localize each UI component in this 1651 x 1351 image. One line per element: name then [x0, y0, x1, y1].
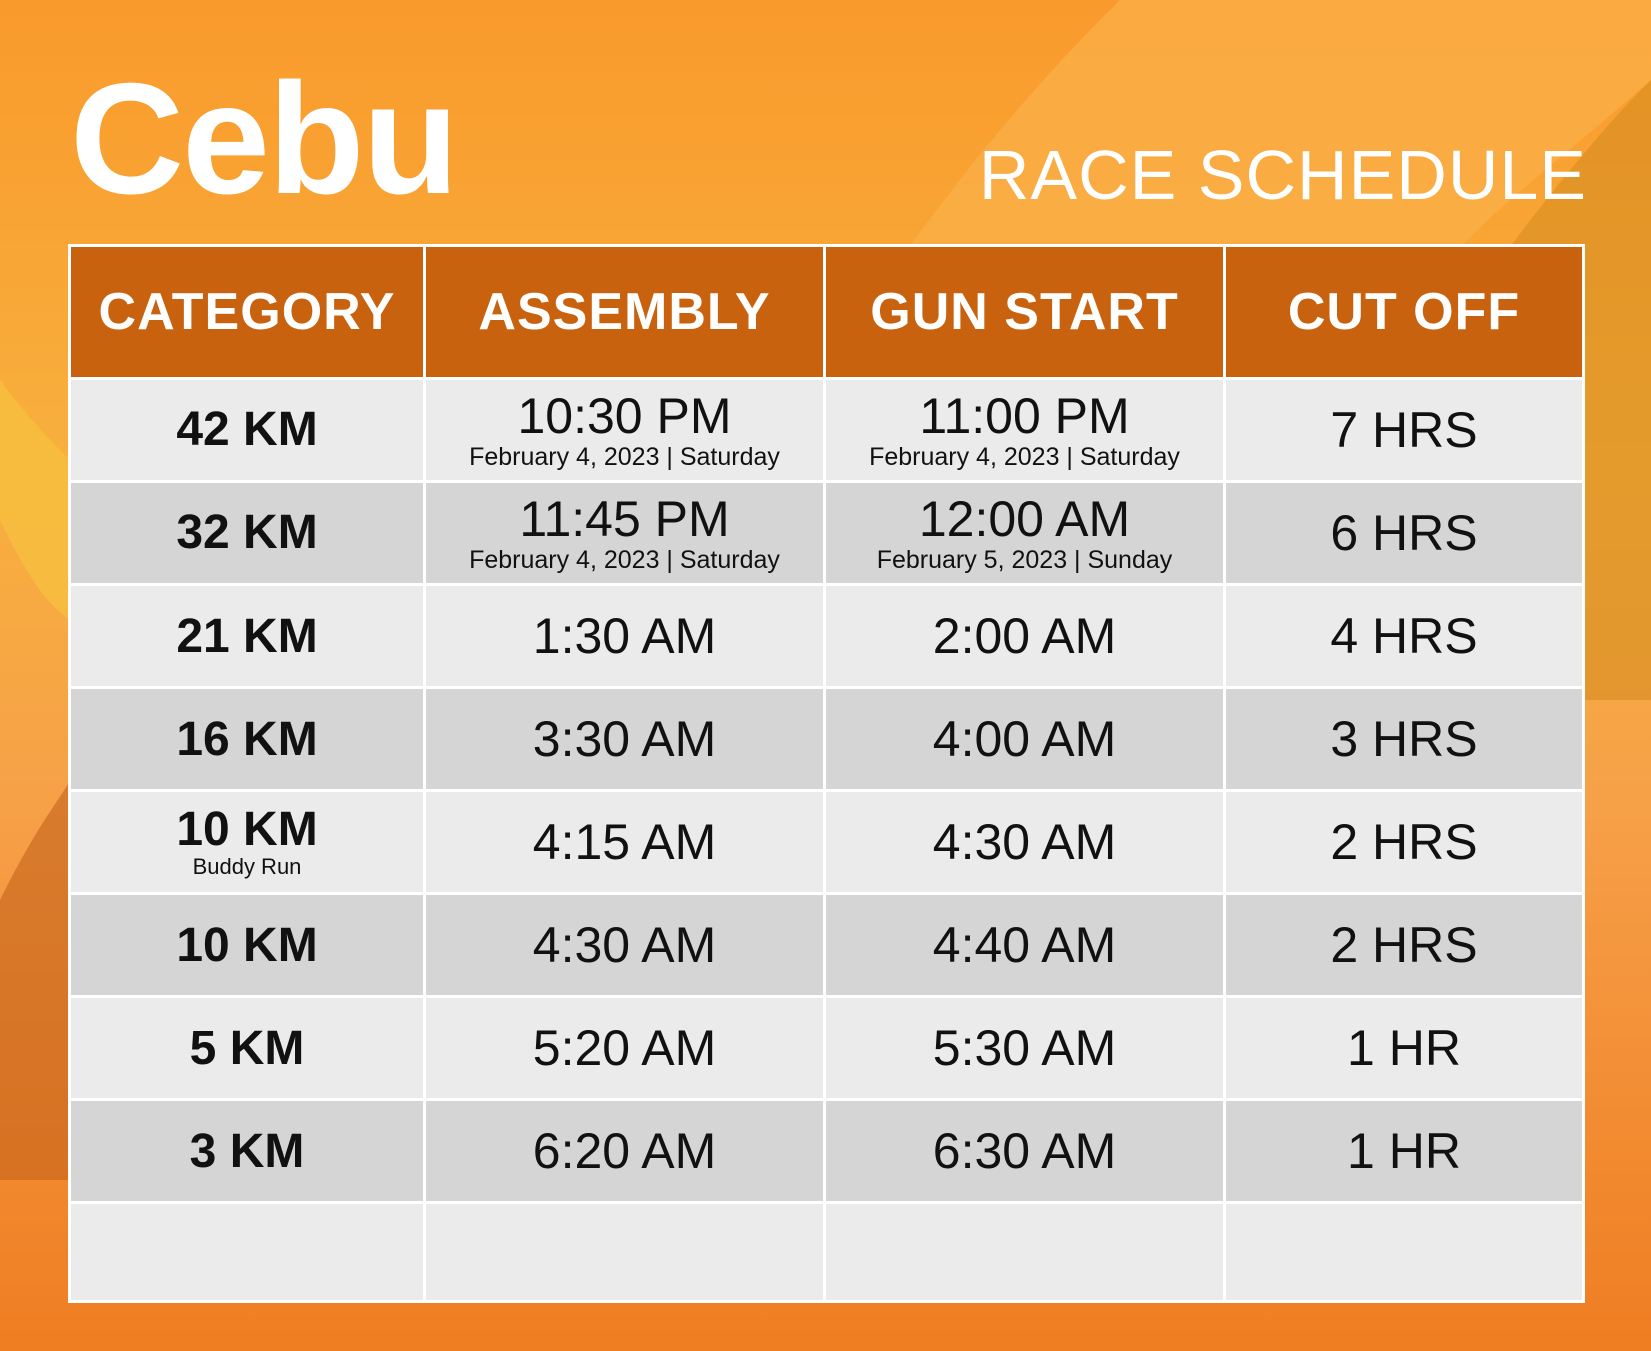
- assembly-cell: 11:45 PM February 4, 2023 | Saturday: [425, 482, 825, 585]
- assembly-cell: 3:30 AM: [425, 688, 825, 791]
- table-header-row: [70, 246, 1584, 379]
- header-category: CATEGORY: [70, 246, 425, 379]
- gun-start-cell: 4:30 AM: [825, 791, 1225, 894]
- category-cell: 42 KM: [70, 379, 425, 482]
- table-row: [70, 585, 1584, 688]
- category-cell: 3 KM: [70, 1100, 425, 1203]
- table-row: [70, 894, 1584, 997]
- assembly-cell: 1:30 AM: [425, 585, 825, 688]
- assembly-cell: 4:15 AM: [425, 791, 825, 894]
- table-row: [70, 482, 1584, 585]
- table-row: [70, 997, 1584, 1100]
- gun-start-cell: 11:00 PM February 4, 2023 | Saturday: [825, 379, 1225, 482]
- cut-off-cell: 3 HRS: [1225, 688, 1584, 791]
- cut-off-cell: 7 HRS: [1225, 379, 1584, 482]
- page-title: Cebu: [70, 51, 457, 227]
- gun-start-cell: 2:00 AM: [825, 585, 1225, 688]
- header-gun-start: GUN START: [825, 246, 1225, 379]
- category-cell: 21 KM: [70, 585, 425, 688]
- category-cell: 10 KM: [70, 894, 425, 997]
- cut-off-cell: 1 HR: [1225, 997, 1584, 1100]
- schedule-table-wrapper: [68, 244, 1582, 1280]
- cut-off-cell: 4 HRS: [1225, 585, 1584, 688]
- header-cut-off: CUT OFF: [1225, 246, 1584, 379]
- empty-cell: [70, 1203, 425, 1302]
- assembly-cell: 6:20 AM: [425, 1100, 825, 1203]
- category-cell: 10 KM Buddy Run: [70, 791, 425, 894]
- cut-off-cell: 1 HR: [1225, 1100, 1584, 1203]
- gun-start-cell: 12:00 AM February 5, 2023 | Sunday: [825, 482, 1225, 585]
- category-cell: 32 KM: [70, 482, 425, 585]
- category-cell: 5 KM: [70, 997, 425, 1100]
- page-subtitle: RACE SCHEDULE: [978, 136, 1587, 214]
- assembly-cell: 5:20 AM: [425, 997, 825, 1100]
- gun-start-cell: 6:30 AM: [825, 1100, 1225, 1203]
- assembly-cell: 10:30 PM February 4, 2023 | Saturday: [425, 379, 825, 482]
- category-cell: 16 KM: [70, 688, 425, 791]
- gun-start-cell: 4:40 AM: [825, 894, 1225, 997]
- table-row: [70, 1100, 1584, 1203]
- empty-cell: [1225, 1203, 1584, 1302]
- category-note: Buddy Run: [192, 854, 302, 879]
- gun-start-cell: 5:30 AM: [825, 997, 1225, 1100]
- schedule-table: [68, 244, 1585, 1303]
- assembly-cell: 4:30 AM: [425, 894, 825, 997]
- header-assembly: ASSEMBLY: [425, 246, 825, 379]
- cut-off-cell: 2 HRS: [1225, 791, 1584, 894]
- cut-off-cell: 2 HRS: [1225, 894, 1584, 997]
- cut-off-cell: 6 HRS: [1225, 482, 1584, 585]
- table-row-empty: [70, 1203, 1584, 1302]
- table-row: [70, 688, 1584, 791]
- table-row: [70, 379, 1584, 482]
- empty-cell: [825, 1203, 1225, 1302]
- table-row: [70, 791, 1584, 894]
- empty-cell: [425, 1203, 825, 1302]
- gun-start-cell: 4:00 AM: [825, 688, 1225, 791]
